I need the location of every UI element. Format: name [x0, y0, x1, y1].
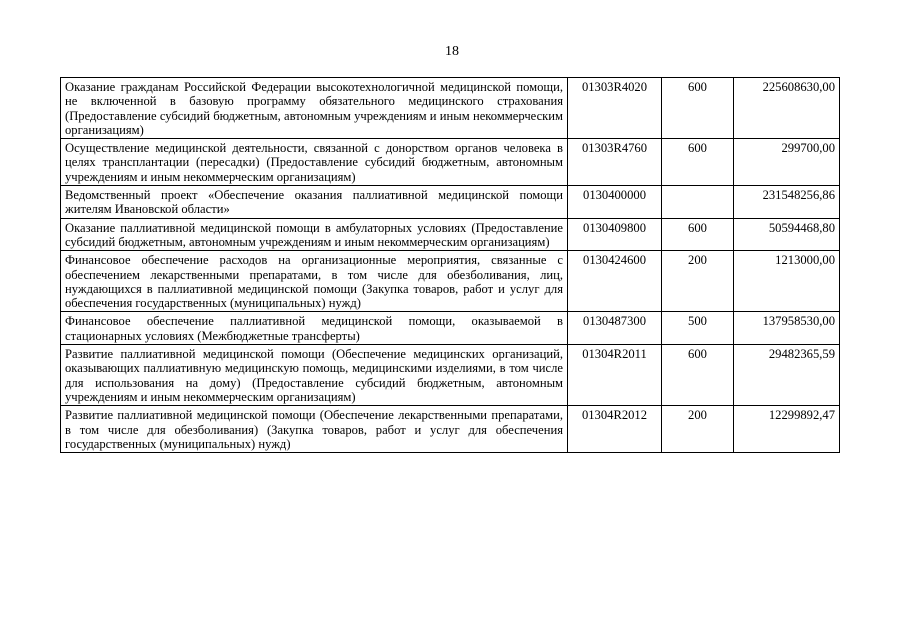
table-row — [61, 251, 840, 312]
row-expense-type: 200 — [662, 406, 734, 453]
table-row — [61, 186, 840, 219]
row-expense-type: 200 — [662, 251, 734, 312]
row-expense-type: 500 — [662, 312, 734, 345]
row-target-code: 01304R2012 — [568, 406, 662, 453]
row-description: Развитие паллиативной медицинской помощи (Обеспечение лекарственными препаратами, в том числе для обезболивания) (Закупка товаров, работ и услуг для обеспечения государственных (муниципальных) нужд) — [61, 406, 568, 453]
table-row — [61, 139, 840, 186]
row-description: Осуществление медицинской деятельности, связанной с донорством органов человека в целях трансплантации (пересадки) (Предоставление субсидий бюджетным, автономным учреждениям и иным некоммерческим организациям) — [61, 139, 568, 186]
budget-table — [60, 77, 840, 453]
row-target-code: 0130487300 — [568, 312, 662, 345]
row-expense-type — [662, 186, 734, 219]
row-target-code: 0130400000 — [568, 186, 662, 219]
row-description: Ведомственный проект «Обеспечение оказания паллиативной медицинской помощи жителям Ивановской области» — [61, 186, 568, 219]
row-amount: 225608630,00 — [734, 78, 840, 139]
row-amount: 50594468,80 — [734, 218, 840, 251]
row-description: Оказание паллиативной медицинской помощи в амбулаторных условиях (Предоставление субсидий бюджетным, автономным учреждениям и иным некоммерческим организациям) — [61, 218, 568, 251]
row-description: Развитие паллиативной медицинской помощи (Обеспечение медицинских организаций, оказывающих паллиативную медицинскую помощь, медицинскими изделиями, в том числе для использования на дому) (Предоставление субсидий бюджетным, автономным учреждениям и иным некоммерческим организациям) — [61, 345, 568, 406]
row-description: Финансовое обеспечение паллиативной медицинской помощи, оказываемой в стационарных условиях (Межбюджетные трансферты) — [61, 312, 568, 345]
row-target-code: 01303R4760 — [568, 139, 662, 186]
table-row — [61, 345, 840, 406]
row-amount: 12299892,47 — [734, 406, 840, 453]
row-amount: 231548256,86 — [734, 186, 840, 219]
row-target-code: 0130424600 — [568, 251, 662, 312]
table-row — [61, 312, 840, 345]
row-target-code: 01303R4020 — [568, 78, 662, 139]
row-amount: 299700,00 — [734, 139, 840, 186]
row-expense-type: 600 — [662, 218, 734, 251]
row-amount: 29482365,59 — [734, 345, 840, 406]
table-row — [61, 218, 840, 251]
row-amount: 137958530,00 — [734, 312, 840, 345]
page-number: 18 — [445, 44, 459, 59]
row-amount: 1213000,00 — [734, 251, 840, 312]
row-description: Оказание гражданам Российской Федерации высокотехнологичной медицинской помощи, не включенной в базовую программу обязательного медицинского страхования (Предоставление субсидий бюджетным, автономным учреждениям и иным некоммерческим организациям) — [61, 78, 568, 139]
row-expense-type: 600 — [662, 78, 734, 139]
table-row — [61, 406, 840, 453]
row-target-code: 01304R2011 — [568, 345, 662, 406]
row-target-code: 0130409800 — [568, 218, 662, 251]
row-expense-type: 600 — [662, 345, 734, 406]
row-description: Финансовое обеспечение расходов на организационные мероприятия, связанные с обеспечением лекарственными препаратами, в том числе для обезболивания, лиц, нуждающихся в паллиативной медицинской помощи (Закупка товаров, работ и услуг для обеспечения государственных (муниципальных) нужд) — [61, 251, 568, 312]
table-row — [61, 78, 840, 139]
row-expense-type: 600 — [662, 139, 734, 186]
budget-table-body — [61, 78, 840, 453]
